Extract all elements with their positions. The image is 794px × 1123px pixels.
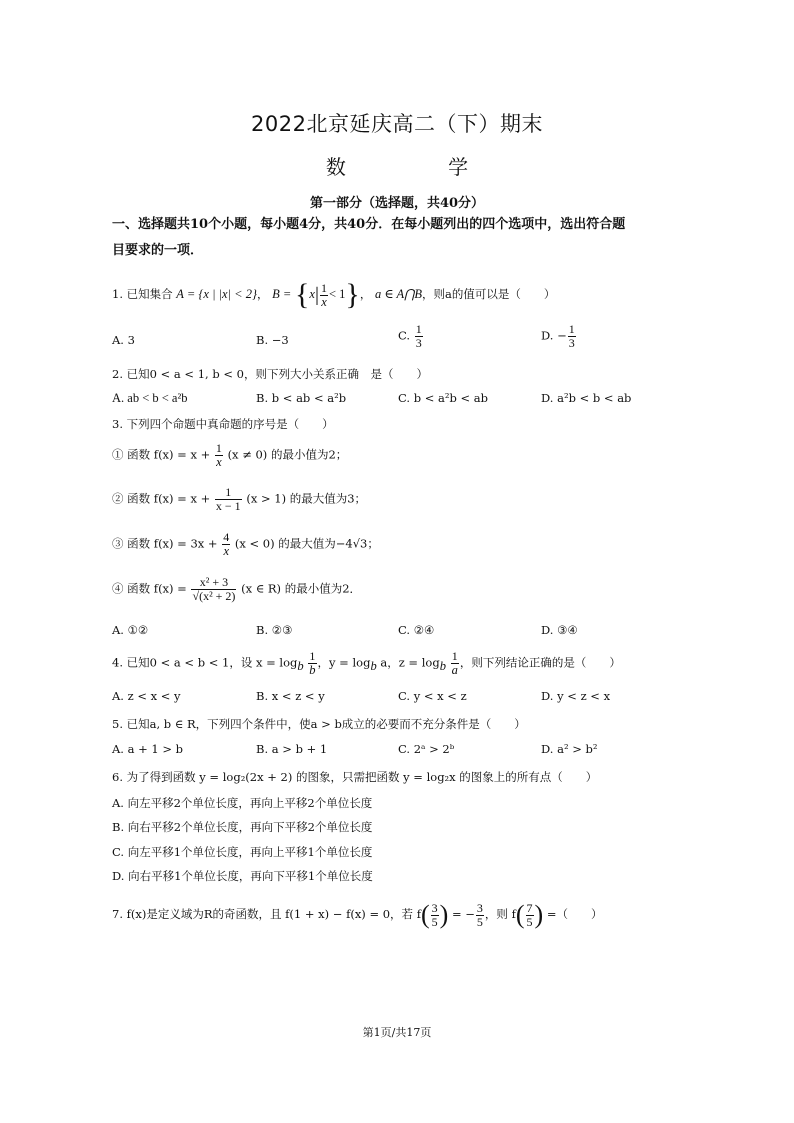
q1-set-b-prefix: B =: [272, 287, 292, 301]
q4-option-a: A. z < x < y: [112, 689, 181, 703]
q3-p2-fraction: $\frac{1}{x - 1}$: [215, 485, 241, 513]
q3-option-a: A. ①②: [112, 623, 149, 637]
instructions-line-1: 一、选择题共10个小题，每小题4分，共40分．在每小题列出的四个选项中，选出符合题: [112, 217, 626, 232]
q1-option-d-fraction: $\frac{1}{3}$: [568, 322, 575, 350]
q2-option-c: C. b < a²b < ab: [398, 391, 489, 405]
q2-option-b: B. b < ab < a²b: [256, 391, 347, 405]
q5-option-b: B. a > b + 1: [256, 742, 328, 756]
q1-condition: a ∈ A⋂B: [374, 287, 423, 301]
q4-option-c: C. y < x < z: [398, 689, 467, 703]
q3-proposition-1: ① 函数 f(x) = x + $\frac{1}{x}$ (x ≠ 0) 的最小值为2；: [112, 441, 348, 469]
page-footer: 第1页/共17页: [362, 1026, 432, 1039]
question-3-stem: 3. 下列四个命题中真命题的序号是（ ）: [112, 417, 334, 431]
q2-option-d: D. a²b < b < ab: [541, 391, 632, 405]
q4-option-d: D. y < z < x: [541, 689, 611, 703]
instructions: [112, 212, 692, 264]
q5-option-c: C. 2ᵃ > 2ᵇ: [398, 742, 455, 756]
q3-option-b: B. ②③: [256, 623, 293, 637]
q1-label: 1. 已知集合: [112, 287, 173, 301]
question-1-stem: 1. 已知集合 A = {x | |x| < 2}， B = {x| $\frac{1}{x}$ < 1}， a ∈ A⋂B，则a的值可以是（ ）: [112, 278, 556, 311]
q6-option-c: C. 向左平移1个单位长度，再向上平移1个单位长度: [112, 845, 373, 859]
section-title: 第一部分（选择题，共40分）: [309, 196, 485, 211]
q1-option-c-fraction: $\frac{1}{3}$: [415, 322, 422, 350]
q2-option-a: A. ab < b < a²b: [112, 391, 188, 405]
q3-proposition-4: ④ 函数 f(x) = $\frac{\text{x² + 3}}{\text{√(x² + 2)}}$ (x ∈ R) 的最小值为2．: [112, 575, 362, 603]
q4-option-b: B. x < z < y: [256, 689, 325, 703]
q5-option-a: A. a + 1 > b: [112, 742, 184, 756]
q3-proposition-2: ② 函数 f(x) = x + $\frac{1}{x - 1}$ (x > 1) 的最大值为3；: [112, 485, 367, 513]
question-6-stem: 6. 为了得到函数 y = log₂(2x + 2) 的图象，只需把函数 y = log₂x 的图象上的所有点（ ）: [112, 770, 598, 784]
q3-option-c: C. ②④: [398, 623, 435, 637]
question-7-stem: 7. f(x)是定义域为R的奇函数，且 f(1 + x) − f(x) = 0，若 f( $\frac{3}{5}$ ) = − $\frac{3}{5}$ ，则 f( $\frac{7}{5}$ ) =（ ）: [112, 900, 603, 929]
question-4-stem: 4. 已知0 < a < b < 1，设 $x = \log_b$ $\frac{1}{b}$ ，$y = \log_b a$，$z = \log_b$ $\frac{1}{a}$ ，则下列结论正确的是（ ）: [112, 649, 621, 677]
q3-option-d: D. ③④: [541, 623, 578, 637]
exam-subject: 数 学: [325, 155, 517, 179]
right-brace: }: [345, 278, 360, 311]
q6-option-a: A. 向左平移2个单位长度，再向上平移2个单位长度: [112, 796, 373, 810]
q1-tail: ，则a的值可以是（ ）: [422, 287, 556, 301]
q3-p1-fraction: $\frac{1}{x}$: [215, 441, 222, 469]
q1-cond-tail: < 1: [328, 287, 346, 301]
q7-fraction-1: $\frac{3}{5}$: [431, 900, 438, 929]
q5-option-d: D. a² > b²: [541, 742, 598, 756]
left-brace: {: [295, 278, 310, 311]
q6-option-d: D. 向右平移1个单位长度，再向下平移1个单位长度: [112, 869, 373, 883]
exam-title: 2022北京延庆高二（下）期末: [251, 112, 543, 136]
q3-proposition-3: ③ 函数 f(x) = 3x + $\frac{4}{x}$ (x < 0) 的最大值为−4√3；: [112, 530, 379, 558]
q1-set-a: A = {x | |x| < 2}: [176, 287, 257, 301]
q1-set-var: x: [309, 287, 315, 301]
question-5-stem: 5. 已知a, b ∈ R，下列四个条件中，使a > b成立的必要而不充分条件是（ ）: [112, 717, 526, 731]
q7-fraction-3: $\frac{7}{5}$: [526, 900, 533, 929]
q1-option-a: A. 3: [112, 333, 135, 347]
q1-option-b: B. −3: [256, 333, 289, 347]
q7-fraction-2: $\frac{3}{5}$: [476, 900, 483, 929]
q1-option-d: D. − $\frac{1}{3}$: [541, 322, 575, 350]
q3-p4-fraction: $\frac{\text{x² + 3}}{\text{√(x² + 2)}}$: [192, 575, 236, 603]
q4-fraction-2: $\frac{1}{a}$: [451, 649, 458, 677]
q1-fraction: $\frac{1}{x}$: [320, 280, 327, 309]
q3-p3-fraction: $\frac{4}{x}$: [223, 530, 230, 558]
q4-fraction-1: $\frac{1}{b}$: [309, 649, 316, 677]
instructions-line-2: 目要求的一项．: [112, 243, 204, 258]
q6-option-b: B. 向右平移2个单位长度，再向下平移2个单位长度: [112, 820, 373, 834]
q1-option-c: C. $\frac{1}{3}$: [398, 322, 422, 350]
question-2-stem: 2. 已知0 < a < 1, b < 0，则下列大小关系正确 是（ ）: [112, 367, 428, 381]
